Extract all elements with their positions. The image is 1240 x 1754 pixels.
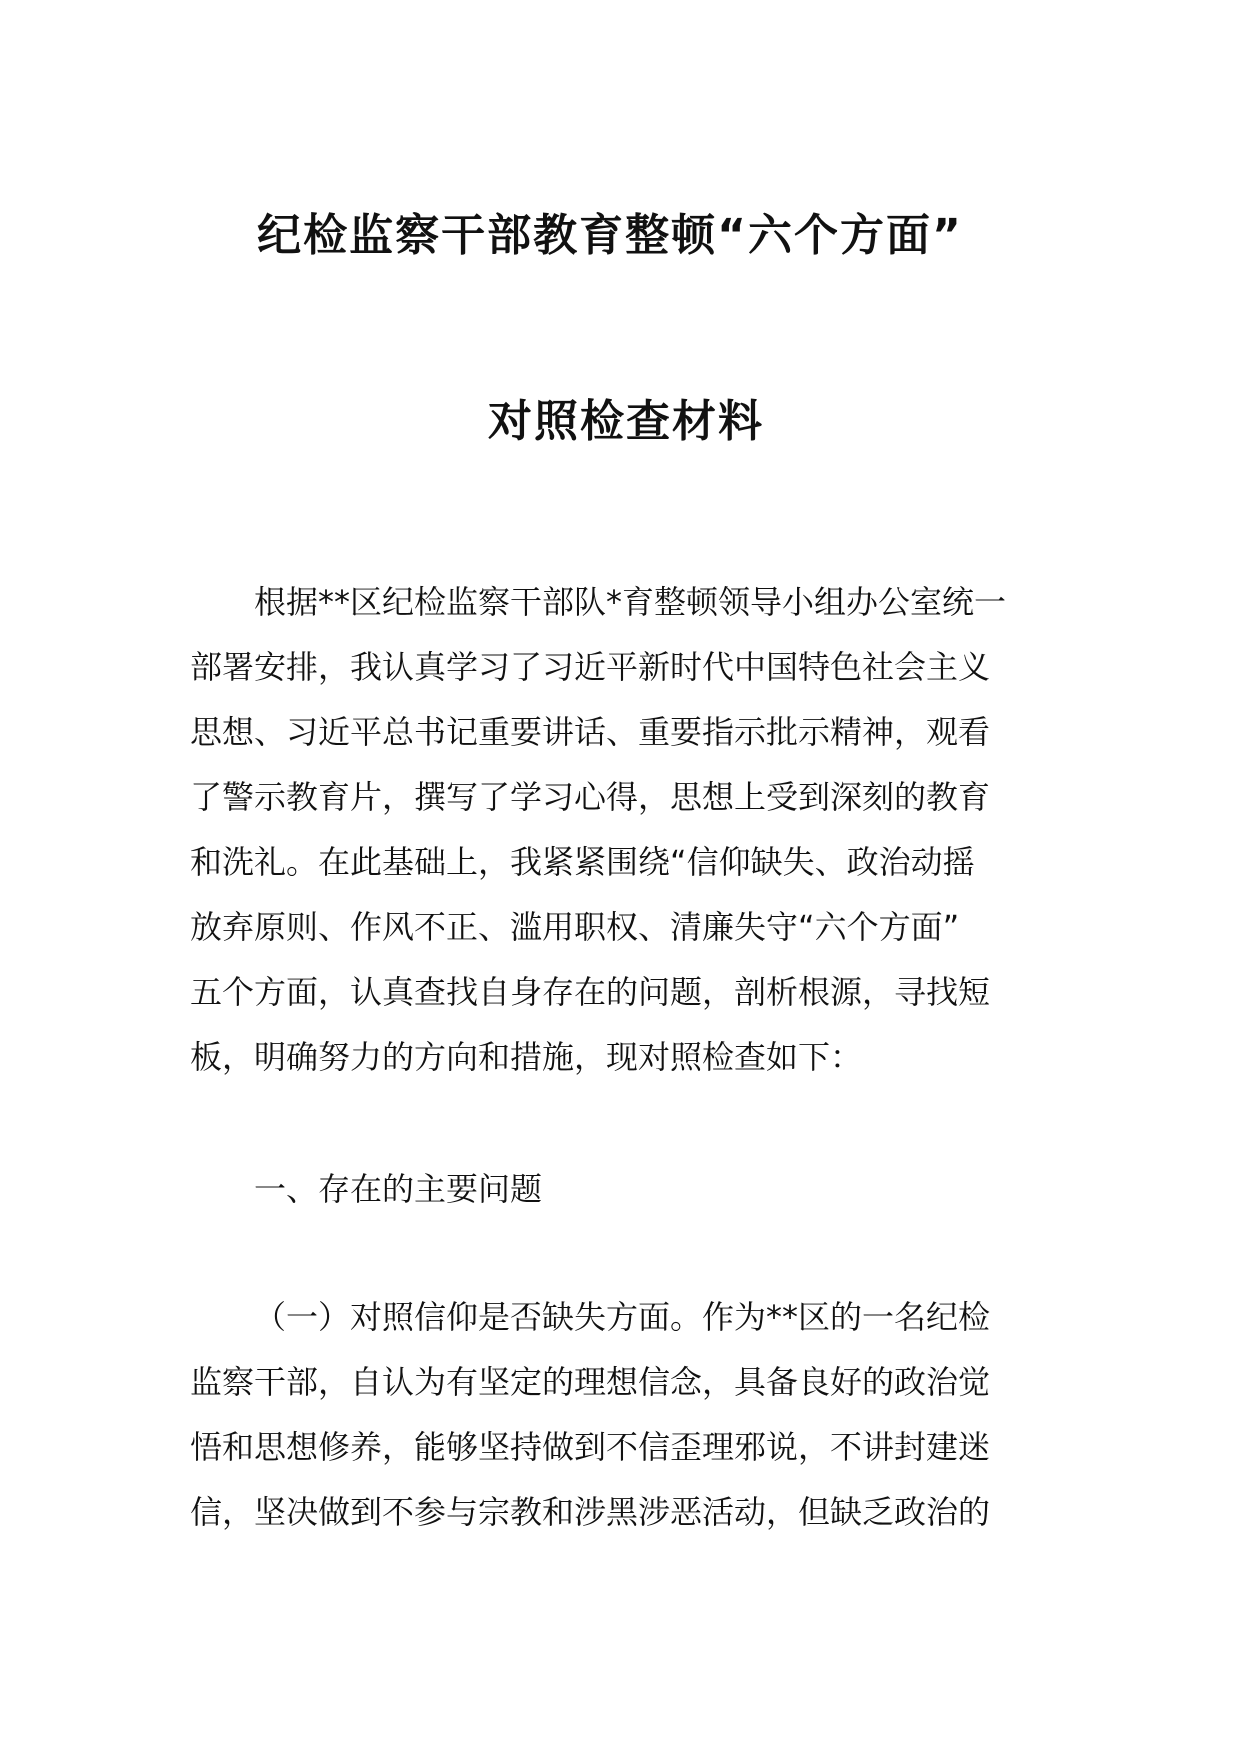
paragraph-line: 信，坚决做到不参与宗教和涉黑涉恶活动，但缺乏政治的	[190, 1493, 991, 1531]
paragraph-line: （一）对照信仰是否缺失方面。作为**区的一名纪检	[254, 1298, 991, 1336]
paragraph-line: 监察干部，自认为有坚定的理想信念，具备良好的政治觉	[190, 1363, 991, 1401]
section-heading	[190, 1157, 1050, 1222]
section-heading-text: 一、存在的主要问题	[254, 1170, 543, 1208]
paragraph-line: 部署安排，我认真学习了习近平新时代中国特色社会主义	[190, 648, 991, 686]
intro-paragraph	[190, 570, 1050, 1090]
document-title-line-1: 纪检监察干部教育整顿“六个方面”	[257, 210, 963, 261]
paragraph-line: 思想、习近平总书记重要讲话、重要指示批示精神，观看	[190, 713, 991, 751]
paragraph-line: 悟和思想修养，能够坚持做到不信歪理邪说，不讲封建迷	[190, 1428, 991, 1466]
section-1-paragraph	[190, 1285, 1050, 1545]
paragraph-line: 根据**区纪检监察干部队*育整顿领导小组办公室统一	[254, 583, 1007, 621]
paragraph-line: 五个方面，认真查找自身存在的问题，剖析根源，寻找短	[190, 973, 991, 1011]
document-title-line-2: 对照检查材料	[488, 396, 764, 447]
paragraph-line: 了警示教育片，撰写了学习心得，思想上受到深刻的教育	[190, 778, 991, 816]
paragraph-line: 放弃原则、作风不正、滥用职权、清廉失守“六个方面”	[190, 908, 960, 946]
paragraph-line: 板，明确努力的方向和措施，现对照检查如下：	[190, 1038, 863, 1076]
paragraph-line: 和洗礼。在此基础上，我紧紧围绕“信仰缺失、政治动摇	[190, 843, 975, 881]
